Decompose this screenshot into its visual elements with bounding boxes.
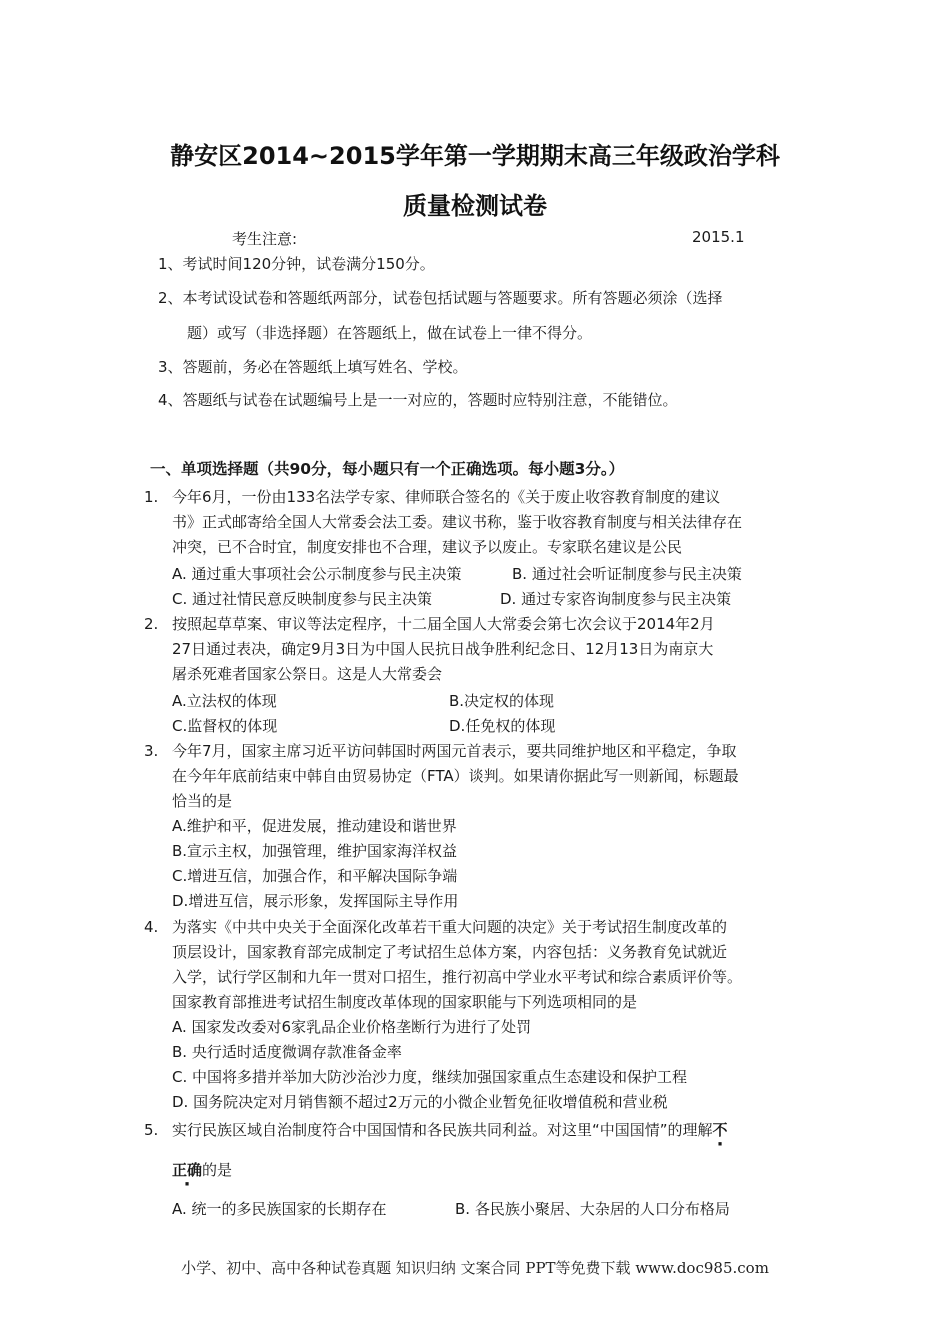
page-title: 静安区2014~2015学年第一学期期末高三年级政治学科 [170,142,780,170]
option-d: D.任免权的体现 [449,717,556,735]
instruction-4: 4、答题纸与试卷在试题编号上是一一对应的，答题时应特别注意，不能错位。 [158,391,678,409]
option-d: D. 国务院决定对月销售额不超过2万元的小微企业暂免征收增值税和营业税 [172,1093,668,1111]
question-number: 1. [144,488,159,506]
section-heading: 一、单项选择题（共90分，每小题只有一个正确选项。每小题3分。） [150,460,625,478]
question-3-stem: 今年7月，国家主席习近平访问韩国时两国元首表示，要共同维护地区和平稳定，争取 在今年年底前结束中韩自由贸易协定（FTA）谈判。如果请你据此写一则新闻，标题最 恰当的是 [172,742,739,810]
question-number: 4. [144,918,159,936]
option-c: C.增进互信，加强合作，和平解决国际争端 [172,867,458,885]
emphasis-text: 正确 [172,1161,203,1179]
question-1-stem: 今年6月，一份由133名法学专家、律师联合签名的《关于废止收容教育制度的建议 书》正式邮寄给全国人大常委会法工委。建议书称，鉴于收容教育制度与相关法律存在 冲突，已不合时宜，制度安排也不合理，建议予以废止。专家联名建议是公民 [172,488,743,556]
question-number: 2. [144,615,159,633]
question-4-stem: 为落实《中共中央关于全面深化改革若干重大问题的决定》关于考试招生制度改革的 顶层设计，国家教育部完成制定了考试招生总体方案，内容包括：义务教育免试就近 入学，试行学区制和九年一贯对口招生，推行初高中学业水平考试和综合素质评价等。 国家教育部推进考试招生制度改革体现的国家职能与下列选项相同的是 [172,918,743,1011]
instruction-2: 2、本考试设试卷和答题纸两部分，试卷包括试题与答题要求。所有答题必须涂（选择 [158,289,723,307]
instruction-2-cont: 题）或写（非选择题）在答题纸上，做在试卷上一律不得分。 [187,324,593,342]
option-b: B. 央行适时适度微调存款准备金率 [172,1043,402,1061]
option-a: A. 通过重大事项社会公示制度参与民主决策 [172,565,462,583]
question-5-stem-cont: 正确的是 [172,1158,232,1183]
instruction-3: 3、答题前，务必在答题纸上填写姓名、学校。 [158,358,468,376]
question-number: 3. [144,742,159,760]
option-a: A.维护和平，促进发展，推动建设和谐世界 [172,817,457,835]
option-b: B. 通过社会听证制度参与民主决策 [512,565,742,583]
option-d: D. 通过专家咨询制度参与民主决策 [500,590,732,608]
option-d: D.增进互信，展示形象，发挥国际主导作用 [172,892,459,910]
option-a: A.立法权的体现 [172,692,277,710]
question-2-stem: 按照起草草案、审议等法定程序，十二届全国人大常委会第七次会议于2014年2月 27日通过表决，确定9月3日为中国人民抗日战争胜利纪念日、12月13日为南京大 屠杀死难者国家公祭日。这是人大常委会 [172,615,715,683]
question-number: 5. [144,1121,159,1139]
emphasis-text: 不 [712,1121,728,1139]
option-a: A. 国家发改委对6家乳品企业价格垄断行为进行了处罚 [172,1018,532,1036]
question-5-stem: 实行民族区域自治制度符合中国国情和各民族共同利益。对这里“中国国情”的理解不 [172,1118,728,1143]
instruction-1: 1、考试时间120分钟，试卷满分150分。 [158,255,435,273]
page-subtitle: 质量检测试卷 [403,192,547,220]
option-c: C. 中国将多措并举加大防沙治沙力度，继续加强国家重点生态建设和保护工程 [172,1068,688,1086]
notice-label: 考生注意: [232,230,298,248]
option-b: B.宣示主权，加强管理，维护国家海洋权益 [172,842,458,860]
option-a: A. 统一的多民族国家的长期存在 [172,1200,387,1218]
option-b: B. 各民族小聚居、大杂居的人口分布格局 [455,1200,730,1218]
exam-date: 2015.1 [692,228,745,246]
option-b: B.决定权的体现 [449,692,555,710]
option-c: C. 通过社情民意反映制度参与民主决策 [172,590,433,608]
footer-ad: 小学、初中、高中各种试卷真题 知识归纳 文案合同 PPT等免费下载 www.doc985.com [181,1259,769,1277]
option-c: C.监督权的体现 [172,717,278,735]
